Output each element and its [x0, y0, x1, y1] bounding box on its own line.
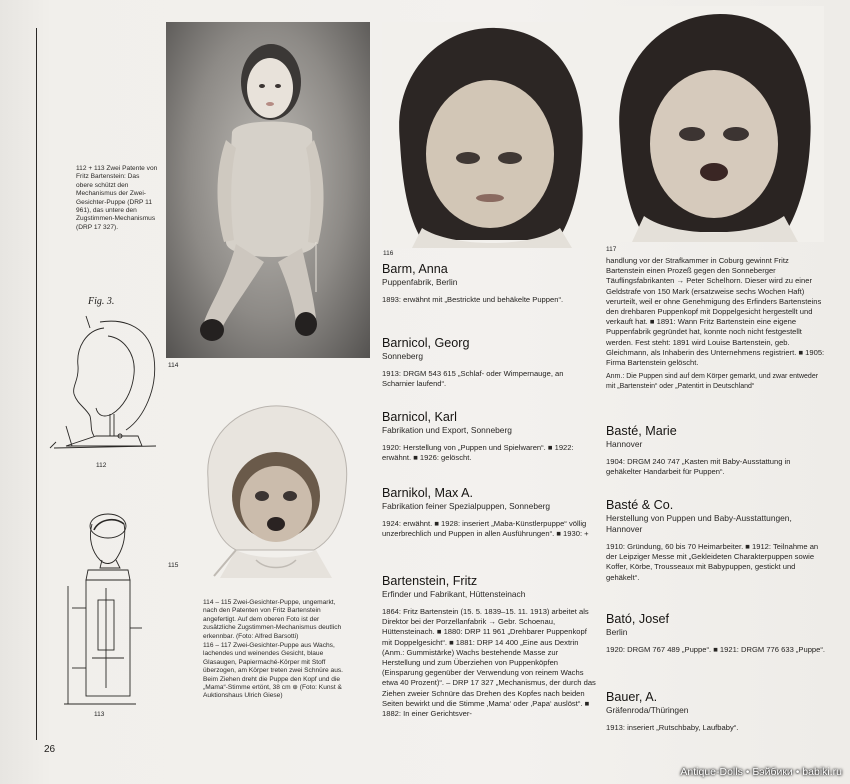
entry-body: 1924: erwähnt. ■ 1928: inseriert „Maba-Künstlerpuppe“ völlig unzerbrechlich und Puppen in allen Ausführungen“. ■ 1930: + [382, 519, 589, 539]
entry-baste-marie [606, 424, 828, 477]
caption-114-115: 114 – 115 Zwei-Gesichter-Puppe, ungemarkt, nach den Patenten von Fritz Bartenstein angefertigt. Auf dem oberen Foto ist der zusätzliche Zugstimmen-Mechanismus deutlich erkennbar. (Foto: Alfred Barsotti) [203, 599, 342, 640]
doll-figure-illustration [166, 22, 370, 358]
entry-barnicol-georg [382, 336, 598, 389]
entry-barnikol-max [382, 486, 598, 539]
entry-barnicol-karl [382, 410, 598, 463]
entry-subtitle: Berlin [606, 627, 628, 637]
entry-barm-anna [382, 262, 598, 305]
photo-115-doll-head [196, 400, 356, 578]
bonnet-doll-illustration [196, 400, 356, 578]
entry-name: Basté & Co. [606, 498, 674, 512]
figure-number-114: 114 [168, 362, 179, 369]
entry-bartenstein-fritz [382, 574, 598, 719]
entry-bauer-a [606, 690, 828, 733]
photo-114-doll [166, 22, 370, 358]
entry-name: Bató, Josef [606, 612, 670, 626]
entry-body: 1913: DRGM 543 615 „Schlaf- oder Wimpernauge, an Scharnier laufend“. [382, 369, 564, 389]
wax-head-laughing-illustration [604, 6, 824, 242]
fig3-label: Fig. 3. [88, 296, 115, 307]
figure-number-113: 113 [94, 711, 105, 718]
entry-bartenstein-continued [606, 256, 828, 391]
page-number: 26 [44, 744, 56, 755]
watermark: Antique-Dolls • Бэйбики • babiki.ru [680, 766, 842, 778]
entry-subtitle: Fabrikation und Export, Sonneberg [382, 425, 512, 435]
entry-name: Barm, Anna [382, 262, 448, 276]
figure-number-116: 116 [383, 250, 394, 257]
entry-name: Barnicol, Georg [382, 336, 470, 350]
wax-head-crying-illustration [382, 22, 600, 248]
photo-116-wax-head [382, 22, 600, 248]
patent-drawing-112 [46, 308, 164, 458]
entry-body: handlung vor der Strafkammer in Coburg gewinnt Fritz Bartenstein einen Prozeß gegen den Sonneberger Täuflingsfabrikanten → Peter Schelhorn. Dieser wird zu einer Geldstrafe von 150 Mark (ersatzweise sechs Wochen Haft) verurteilt, weil er ohne Genehmigung des Erfinders Bartensteins den drehbaren Puppenkopf mit Doppelgesicht hergestellt und verkauft hat. ■ 1891: Wann Fritz Bartenstein eine eigene Puppenfabrik gegründet hat, konnte noch nicht festgestellt werden. Fest steht: 1891 wird Louise Bartenstein, geb. Gleichmann, als Inhaberin des Unternehmens registriert. ■ 1905: Firma Bartenstein gelöscht. [606, 256, 825, 368]
entry-subtitle: Gräfenroda/Thüringen [606, 705, 689, 715]
photo-117-wax-head [604, 6, 824, 242]
entry-bato-josef [606, 612, 828, 655]
entry-subtitle: Erfinder und Fabrikant, Hüttensteinach [382, 589, 526, 599]
margin-rule [36, 28, 37, 740]
entry-subtitle: Herstellung von Puppen und Baby-Ausstattungen, Hannover [606, 513, 792, 534]
caption-116-117: 116 – 117 Zwei-Gesichter-Puppe aus Wachs, lachendes und weinendes Gesicht, blaue Glasaugen, Papiermaché-Körper mit Stoff überzogen, am Körper treten zwei Schnüre aus. Beim Ziehen dreht die Puppe den Kopf und die „Mama“-Stimme ertönt, 38 cm ⊕ (Foto: Kunst & Auktionshaus Ulrich Giese) [203, 642, 344, 700]
entry-body: 1893: erwähnt mit „Bestrickte und behäkelte Puppen“. [382, 295, 564, 304]
figure-number-117: 117 [606, 246, 617, 253]
entry-name: Bartenstein, Fritz [382, 574, 478, 588]
entry-subtitle: Fabrikation feiner Spezialpuppen, Sonneberg [382, 501, 551, 511]
entry-name: Barnikol, Max A. [382, 486, 473, 500]
entry-name: Bauer, A. [606, 690, 658, 704]
figure-number-115: 115 [168, 562, 179, 569]
entry-body: 1864: Fritz Bartenstein (15. 5. 1839–15. 11. 1913) arbeitet als Direktor bei der Porzellanfabrik → Gebr. Schoenau, Hüttensteinach. ■ 1880: DRP 11 961 „Drehbarer Puppenkopf mit Doppelgesicht“. ■ 1881: DRP 14 400 „Eine aus Dextrin (Anm.: Gummistärke) Wachs bestehende Masse zur Herstellung und zum Überziehen von Puppenköpfen (Einsparung gegenüber der Verwendung von reinem Wachs etwa 40 Prozent)“. – DRP 17 327 „Mechanismus, der durch das Ziehen zweier Schnüre das Drehen des Kopfes nach beiden Seiten bewirkt und die Stimme ‚Mama‘ oder ‚Papa‘ auslöst“. ■ 1882: In einer Gerichtsver- [382, 607, 596, 719]
patent-drawing-113 [58, 508, 148, 710]
entry-name: Barnicol, Karl [382, 410, 457, 424]
entry-baste-co [606, 498, 828, 583]
entry-name: Basté, Marie [606, 424, 677, 438]
annotation-note: Anm.: Die Puppen sind auf dem Körper gemarkt, und zwar entweder mit „Bartenstein“ oder „Patentirt in Deutschland“ [606, 373, 819, 390]
entry-subtitle: Sonneberg [382, 351, 423, 361]
entry-body: 1910: Gründung, 60 bis 70 Heimarbeiter. ■ 1912: Teilnahme an der Leipziger Messe mit „Gekleideten Charakterpuppen sowie Koffer, Körbe, Trousseaux mit Babypuppen, gestickt und gehäkelt“. [606, 542, 819, 582]
entry-body: 1920: Herstellung von „Puppen und Spielwaren“. ■ 1922: erwähnt. ■ 1926: gelöscht. [382, 443, 574, 463]
entry-subtitle: Hannover [606, 439, 643, 449]
entry-body: 1904: DRGM 240 747 „Kasten mit Baby-Ausstattung in gehäkelter Handarbeit für Puppen“. [606, 457, 791, 477]
entry-subtitle: Puppenfabrik, Berlin [382, 277, 458, 287]
entry-body: 1920: DRGM 767 489 „Puppe“. ■ 1921: DRGM 776 633 „Puppe“. [606, 645, 826, 654]
caption-112-113: 112 + 113 Zwei Patente von Fritz Bartenstein: Das obere schützt den Mechanismus der Zwei-Gesichter-Puppe (DRP 11 961), das untere den Zugstimmen-Mechanismus (DRP 17 327). [76, 165, 158, 231]
figure-number-112: 112 [96, 462, 107, 469]
entry-body: 1913: inseriert „Rutschbaby, Laufbaby“. [606, 723, 739, 732]
